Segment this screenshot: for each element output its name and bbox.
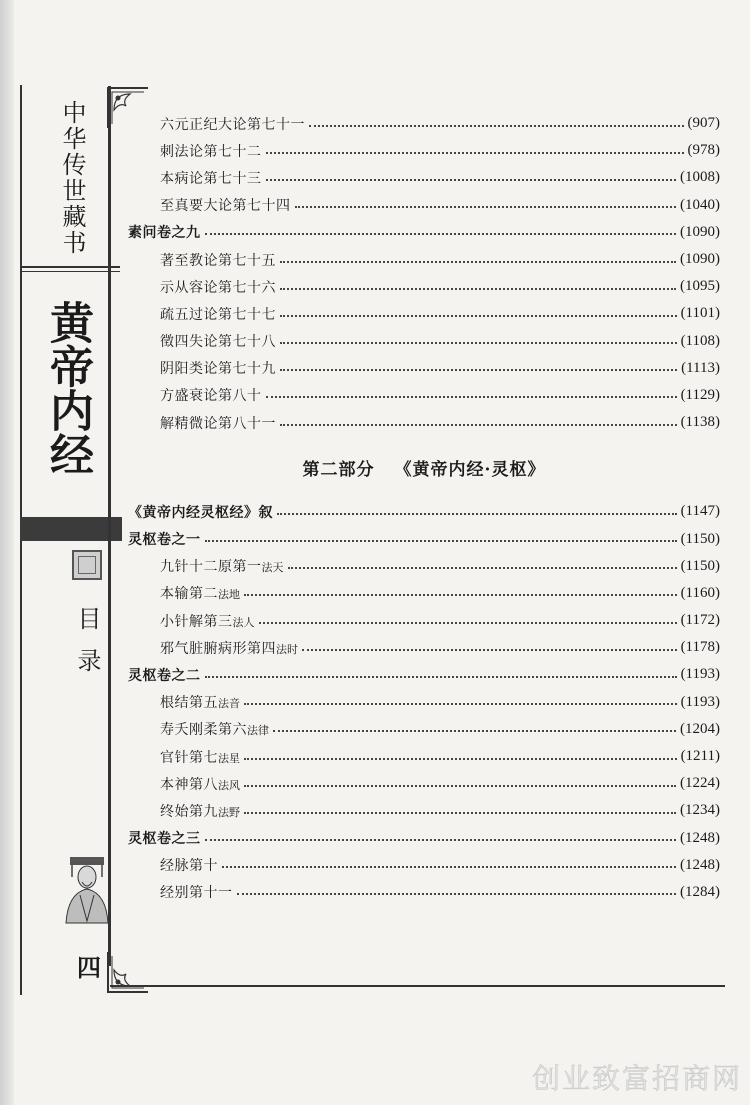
emperor-portrait-icon: [62, 855, 112, 925]
leader-dots: [266, 169, 677, 181]
toc-chapter-row[interactable]: [128, 553, 720, 580]
page-number: 四: [77, 953, 101, 982]
toc-entry-title: 灵枢卷之三: [128, 831, 201, 848]
toc-chapter-row[interactable]: [128, 164, 720, 191]
part-heading: [128, 436, 720, 498]
toc-page-number: (1248): [680, 829, 720, 846]
toc-entry-title: 解精微论第八十一: [160, 415, 276, 432]
toc-page-number: (1193): [680, 693, 720, 710]
toc-chapter-row[interactable]: [128, 355, 720, 382]
toc-chapter-row[interactable]: [128, 328, 720, 355]
leader-dots: [244, 584, 677, 596]
toc-page-number: (1113): [681, 359, 720, 376]
toc-entry-title: 小针解第三法人: [160, 613, 255, 630]
toc-volume-row[interactable]: [128, 825, 720, 852]
toc-entry-title: 素问卷之九: [128, 225, 201, 242]
toc-chapter-row[interactable]: [128, 689, 720, 716]
toc-page-number: (1095): [680, 278, 720, 295]
toc-entry-title: 阴阳类论第七十九: [160, 361, 276, 378]
toc-entry-title: 本病论第七十三: [160, 170, 262, 187]
toc-entry-title: 邪气脏腑病形第四法时: [160, 640, 298, 657]
toc-entry-subtitle: 法律: [247, 724, 269, 738]
leader-dots: [295, 196, 677, 208]
leader-dots: [280, 305, 677, 317]
toc-entry-title: 示从容论第七十六: [160, 279, 276, 296]
leader-dots: [273, 720, 676, 732]
toc-entry-title: 经脉第十: [160, 858, 218, 875]
leader-dots: [244, 693, 677, 705]
leader-dots: [266, 386, 677, 398]
toc-entry-subtitle: 法风: [218, 778, 240, 792]
dark-band: [20, 517, 122, 541]
toc-page-number: (1204): [680, 720, 720, 737]
toc-page-number: (1129): [680, 386, 720, 403]
toc-chapter-row[interactable]: [128, 300, 720, 327]
toc-entry-subtitle: 法人: [232, 615, 255, 629]
toc-page-number: (1248): [680, 856, 720, 873]
toc-entry-title: 六元正纪大论第七十一: [160, 116, 305, 133]
toc-page-number: (1178): [680, 639, 720, 656]
toc-page-number: (907): [687, 115, 720, 132]
toc-volume-row[interactable]: [128, 525, 720, 552]
toc-chapter-row[interactable]: [128, 409, 720, 436]
toc-entry-title: 官针第七法星: [160, 749, 240, 766]
toc-chapter-row[interactable]: [128, 797, 720, 824]
leader-dots: [280, 359, 677, 371]
toc-volume-row[interactable]: [128, 661, 720, 688]
toc-entry-title: 至真要大论第七十四: [160, 198, 291, 215]
leader-dots: [266, 142, 684, 154]
toc-page-number: (1172): [680, 612, 720, 629]
toc-page-number: (1224): [680, 775, 720, 792]
part-title: 《黄帝内经·灵枢》: [394, 459, 546, 480]
toc-volume-row[interactable]: [128, 219, 720, 246]
leader-dots: [205, 666, 677, 678]
toc-entry-title: 九针十二原第一法天: [160, 559, 284, 576]
divider: [20, 271, 120, 272]
toc-section-lingshu: [128, 498, 720, 906]
toc-page-number: (1284): [680, 883, 720, 900]
toc-chapter-row[interactable]: [128, 580, 720, 607]
toc-chapter-row[interactable]: [128, 273, 720, 300]
frame-bottom-rule: [110, 985, 725, 987]
toc-chapter-row[interactable]: [128, 137, 720, 164]
toc-entry-title: 著至教论第七十五: [160, 252, 276, 269]
watermark: 创业致富招商网: [531, 1062, 742, 1095]
toc-page-number: (978): [687, 142, 720, 159]
toc-entry-title: 疏五过论第七十七: [160, 306, 276, 323]
series-title: 中华传世藏书: [58, 100, 86, 256]
toc-entry-title: 寿夭刚柔第六法律: [160, 722, 269, 739]
toc-entry-title: 终始第九法野: [160, 803, 240, 820]
toc-page-number: (1150): [680, 530, 720, 547]
toc-page-number: (1040): [680, 196, 720, 213]
toc-page-number: (1160): [680, 584, 720, 601]
toc-entry-subtitle: 法天: [261, 561, 284, 575]
toc-page-number: (1090): [680, 223, 720, 240]
leader-dots: [244, 802, 676, 814]
toc-chapter-row[interactable]: [128, 110, 720, 137]
leader-dots: [288, 557, 677, 569]
toc-label: 目录: [73, 606, 101, 690]
leader-dots: [302, 639, 677, 651]
toc-entry-title: 徵四失论第七十八: [160, 334, 276, 351]
toc-page-number: (1147): [680, 503, 720, 520]
page-edge: [0, 0, 14, 1105]
frame-left-rule: [108, 86, 111, 966]
toc-chapter-row[interactable]: [128, 634, 720, 661]
toc-chapter-row[interactable]: [128, 852, 720, 879]
toc-page-number: (1150): [680, 557, 720, 574]
toc-page-number: (1101): [680, 305, 720, 322]
toc-page-number: (1138): [680, 414, 720, 431]
leader-dots: [205, 829, 677, 841]
toc-page-number: (1090): [680, 251, 720, 268]
toc-page-number: (1211): [680, 748, 720, 765]
toc-page-number: (1108): [680, 332, 720, 349]
toc-entry-title: 根结第五法音: [160, 695, 240, 712]
toc-chapter-row[interactable]: [128, 192, 720, 219]
leader-dots: [259, 612, 677, 624]
sidebar: [16, 0, 106, 1105]
toc-page-number: (1193): [680, 666, 720, 683]
toc-chapter-row[interactable]: [128, 879, 720, 906]
toc-chapter-row[interactable]: [128, 716, 720, 743]
toc-entry-title: 本输第二法地: [160, 586, 240, 603]
corner-ornament-icon: [100, 950, 150, 1000]
leader-dots: [280, 414, 677, 426]
leader-dots: [222, 856, 676, 868]
toc-page-number: (1234): [680, 802, 720, 819]
toc-chapter-row[interactable]: [128, 246, 720, 273]
leader-dots: [280, 251, 676, 263]
toc-page-number: (1008): [680, 169, 720, 186]
leader-dots: [280, 332, 677, 344]
leader-dots: [309, 115, 684, 127]
seal-icon: [72, 550, 102, 580]
leader-dots: [277, 503, 677, 515]
divider: [20, 266, 120, 268]
toc-entry-subtitle: 法星: [218, 751, 240, 765]
toc-chapter-row[interactable]: [128, 770, 720, 797]
toc-entry-title: 《黄帝内经灵枢经》叙: [128, 504, 273, 521]
part-label: 第二部分: [302, 459, 375, 480]
toc-volume-row[interactable]: [128, 498, 720, 525]
toc-entry-title: 经别第十一: [160, 885, 233, 902]
toc-entry-subtitle: 法音: [218, 697, 240, 711]
toc-entry-title: 刺法论第七十二: [160, 143, 262, 160]
toc-entry-title: 灵枢卷之二: [128, 667, 201, 684]
leader-dots: [205, 530, 677, 542]
leader-dots: [244, 775, 676, 787]
leader-dots: [205, 223, 677, 235]
toc-entry-subtitle: 法时: [276, 642, 298, 656]
toc-chapter-row[interactable]: [128, 743, 720, 770]
leader-dots: [237, 883, 677, 895]
toc-entry-title: 灵枢卷之一: [128, 532, 201, 549]
toc-entry-title: 方盛衰论第八十: [160, 388, 262, 405]
table-of-contents: [128, 110, 720, 906]
toc-chapter-row[interactable]: [128, 607, 720, 634]
toc-entry-title: 本神第八法风: [160, 776, 240, 793]
leader-dots: [244, 748, 677, 760]
toc-entry-subtitle: 法野: [218, 805, 240, 819]
toc-entry-subtitle: 法地: [218, 588, 240, 602]
leader-dots: [280, 278, 676, 290]
toc-chapter-row[interactable]: [128, 382, 720, 409]
toc-section-suwen: [128, 110, 720, 436]
book-title: 黄帝内经: [42, 300, 93, 476]
